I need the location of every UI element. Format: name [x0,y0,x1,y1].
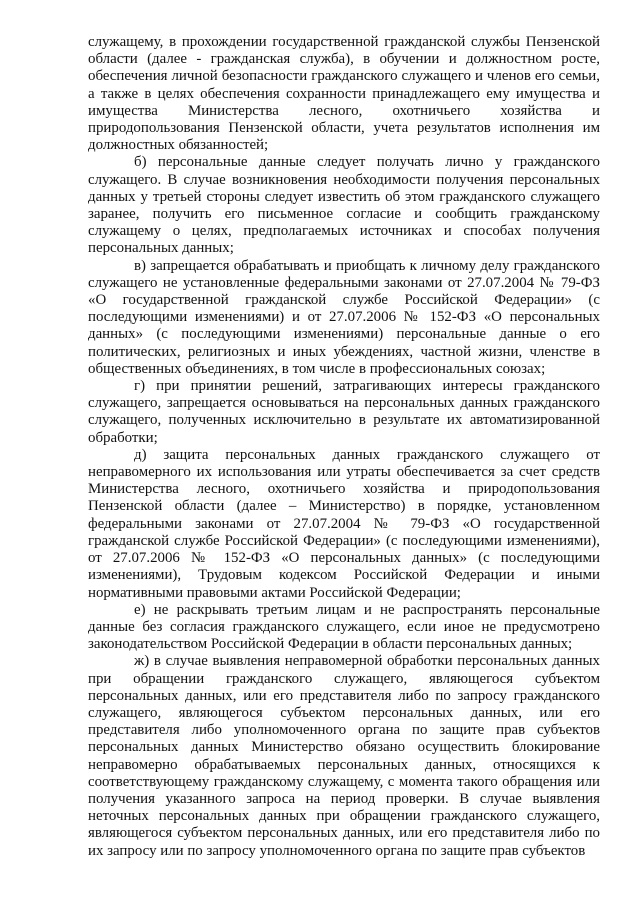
paragraph-item-b: б) персональные данные следует получать лично у гражданского служащего. В случае возникновения необходимости получения персональных данных у третьей стороны следует известить об этом гражданского служащего заранее, получить его письменное согласие и сообщить гражданскому служащему о целях, предполагаемых источниках и способах получения персональных данных; [88,154,600,257]
paragraph-item-v: в) запрещается обрабатывать и приобщать к личному делу гражданского служащего не установленные федеральными законами от 27.07.2004 № 79-ФЗ «О государственной гражданской службе Российской Федерации» (с последующими изменениями) и от 27.07.2006 № 152-ФЗ «О персональных данных» (с последующими изменениями) персональные данные о его политических, религиозных и иных убеждениях, частной жизни, членстве в общественных объединениях, в том числе в профессиональных союзах; [88,257,600,377]
document-text [88,34,600,860]
paragraph-item-e: е) не раскрывать третьим лицам и не распространять персональные данные без согласия гражданского служащего, если иное не предусмотрено законодательством Российской Федерации в области персональных данных; [88,601,600,653]
paragraph-item-d: д) защита персональных данных гражданского служащего от неправомерного их использования или утраты обеспечивается за счет средств Министерства лесного, охотничьего хозяйства и природопользования Пензенской области (далее – Министерство) в порядке, установленном федеральными законами от 27.07.2004 № 79-ФЗ «О государственной гражданской службе Российской Федерации» (с последующими изменениями), от 27.07.2006 № 152-ФЗ «О персональных данных» (с последующими изменениями), Трудовым кодексом Российской Федерации и иными нормативными правовыми актами Российской Федерации; [88,446,600,601]
paragraph-continuation: служащему, в прохождении государственной гражданской службы Пензенской области (далее - гражданская служба), в обучении и должностном росте, обеспечения личной безопасности гражданского служащего и членов его семьи, а также в целях обеспечения сохранности принадлежащего ему имущества и имущества Министерства лесного, охотничьего хозяйства и природопользования Пензенской области, учета результатов исполнения им должностных обязанностей; [88,34,600,154]
paragraph-item-g: г) при принятии решений, затрагивающих интересы гражданского служащего, запрещается основываться на персональных данных гражданского служащего, полученных исключительно в результате их автоматизированной обработки; [88,378,600,446]
paragraph-item-zh: ж) в случае выявления неправомерной обработки персональных данных при обращении гражданского служащего, являющегося субъектом персональных данных, или его представителя либо по запросу гражданского служащего, являющегося субъектом персональных данных, или его представителя либо уполномоченного органа по защите прав субъектов персональных данных Министерство обязано осуществить блокирование неправомерно обрабатываемых персональных данных, относящихся к соответствующему гражданскому служащему, с момента такого обращения или получения указанного запроса на период проверки. В случае выявления неточных персональных данных при обращении гражданского служащего, являющегося субъектом персональных данных, или его представителя либо по их запросу или по запросу уполномоченного органа по защите прав субъектов [88,653,600,859]
